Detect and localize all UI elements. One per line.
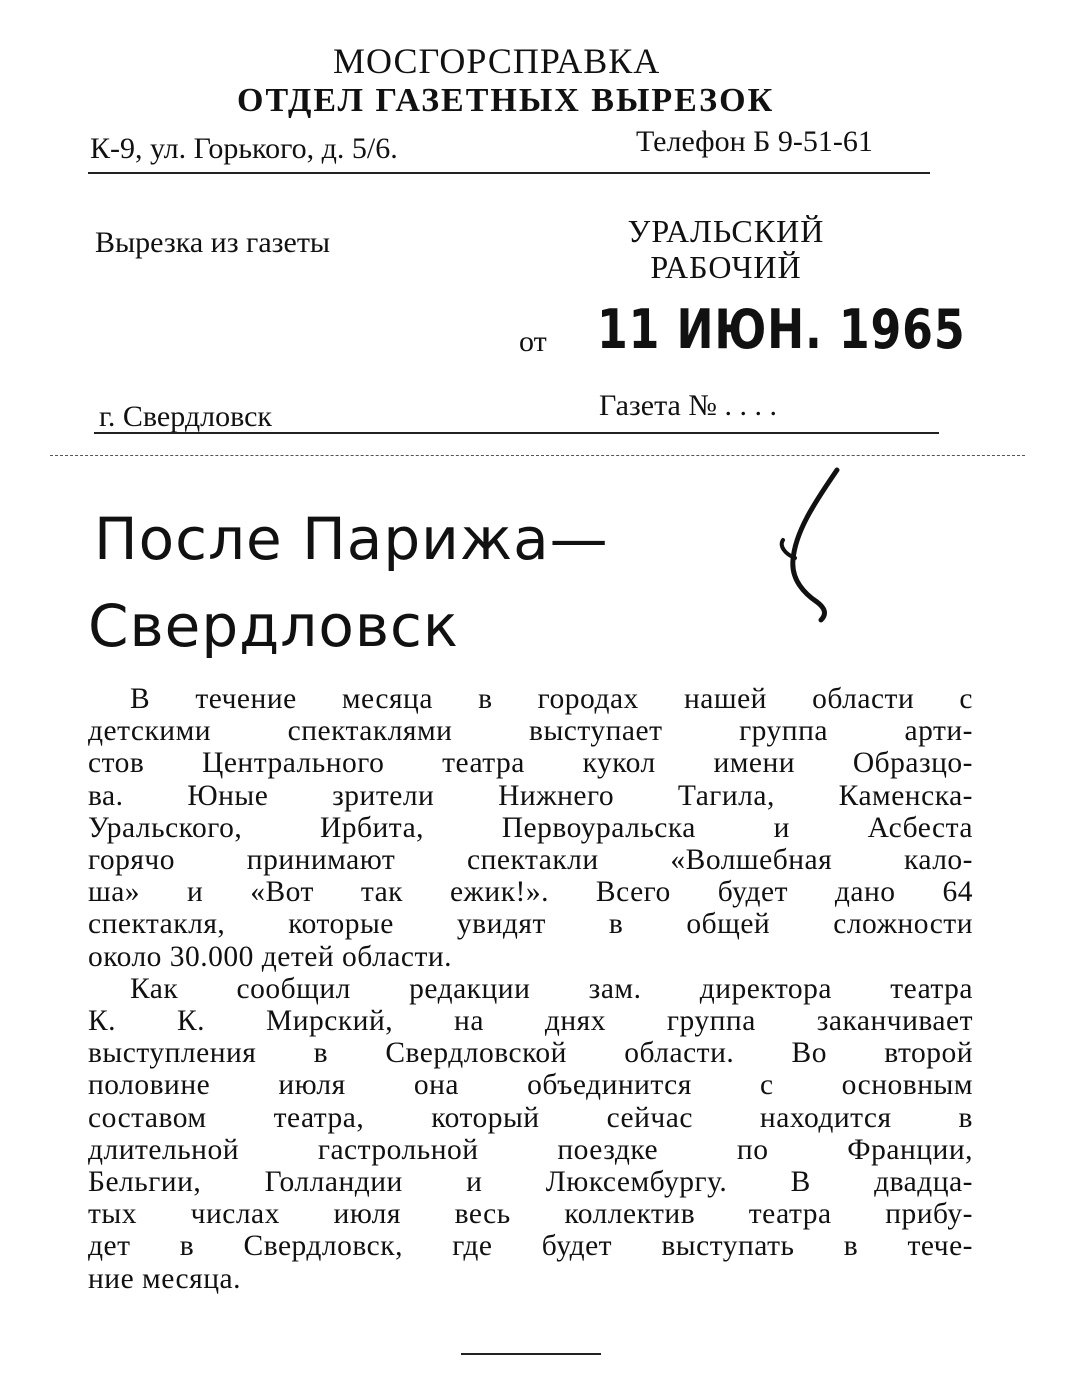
issue-number-label: Газета № . . . . xyxy=(599,389,777,422)
city-label: г. Свердловск xyxy=(99,400,272,433)
article-body xyxy=(88,683,973,1295)
newspaper-name-line2: РАБОЧИЙ xyxy=(650,249,802,285)
agency-address: К-9, ул. Горького, д. 5/6. xyxy=(90,132,398,165)
body-line: горячо принимают спектакли «Волшебная кало- xyxy=(88,844,973,877)
body-line: В течение месяца в городах нашей области с xyxy=(130,683,973,715)
headline-line1: После Парижа— xyxy=(94,505,609,573)
body-line: Как сообщил редакции зам. директора театра xyxy=(130,972,973,1005)
body-line: К. К. Мирский, на днях группа заканчивает xyxy=(88,1005,973,1038)
handwritten-check-mark-icon xyxy=(765,462,855,632)
body-line: половине июля она объединится с основным xyxy=(88,1069,973,1102)
body-line: Уральского, Ирбита, Первоуральска и Асбеста xyxy=(88,811,973,844)
body-line: стов Центрального театра кукол имени Образцо- xyxy=(88,747,973,780)
body-line: ша» и «Вот так ежик!». Всего будет дано 64 xyxy=(88,876,973,909)
department-title: ОТДЕЛ ГАЗЕТНЫХ ВЫРЕЗОК xyxy=(237,82,775,119)
body-line: длительной гастрольной поездке по Франции, xyxy=(88,1133,973,1166)
body-line: ва. Юные зрители Нижнего Тагила, Каменска- xyxy=(88,779,973,812)
body-line: около 30.000 детей области. xyxy=(88,940,453,973)
body-line: дет в Свердловск, где будет выступать в тече- xyxy=(88,1230,973,1263)
clipping-label: Вырезка из газеты xyxy=(95,226,331,259)
header-divider xyxy=(88,172,930,174)
agency-phone: Телефон Б 9-51-61 xyxy=(636,125,873,158)
agency-title: МОСГОРСПРАВКА xyxy=(333,41,661,81)
body-line: ние месяца. xyxy=(88,1262,241,1295)
form-divider xyxy=(94,432,939,434)
headline-line2: Свердловск xyxy=(88,592,459,660)
body-line: выступления в Свердловской области. Во второй xyxy=(88,1037,973,1070)
newspaper-name-line1: УРАЛЬСКИЙ xyxy=(627,213,825,249)
body-line: составом театра, который сейчас находится в xyxy=(88,1101,973,1134)
body-line: тых числах июля весь коллектив театра прибу- xyxy=(88,1198,973,1231)
body-line: детскими спектаклями выступает группа арти- xyxy=(88,715,973,748)
end-rule xyxy=(461,1353,601,1355)
cut-line xyxy=(50,455,1025,456)
body-line: Бельгии, Голландии и Люксембургу. В двадца- xyxy=(88,1166,973,1199)
date-stamp: 11 ИЮН. 1965 xyxy=(597,298,966,361)
body-line: спектакля, которые увидят в общей сложности xyxy=(88,908,973,941)
date-prefix: от xyxy=(519,325,547,358)
newspaper-name xyxy=(606,213,846,285)
